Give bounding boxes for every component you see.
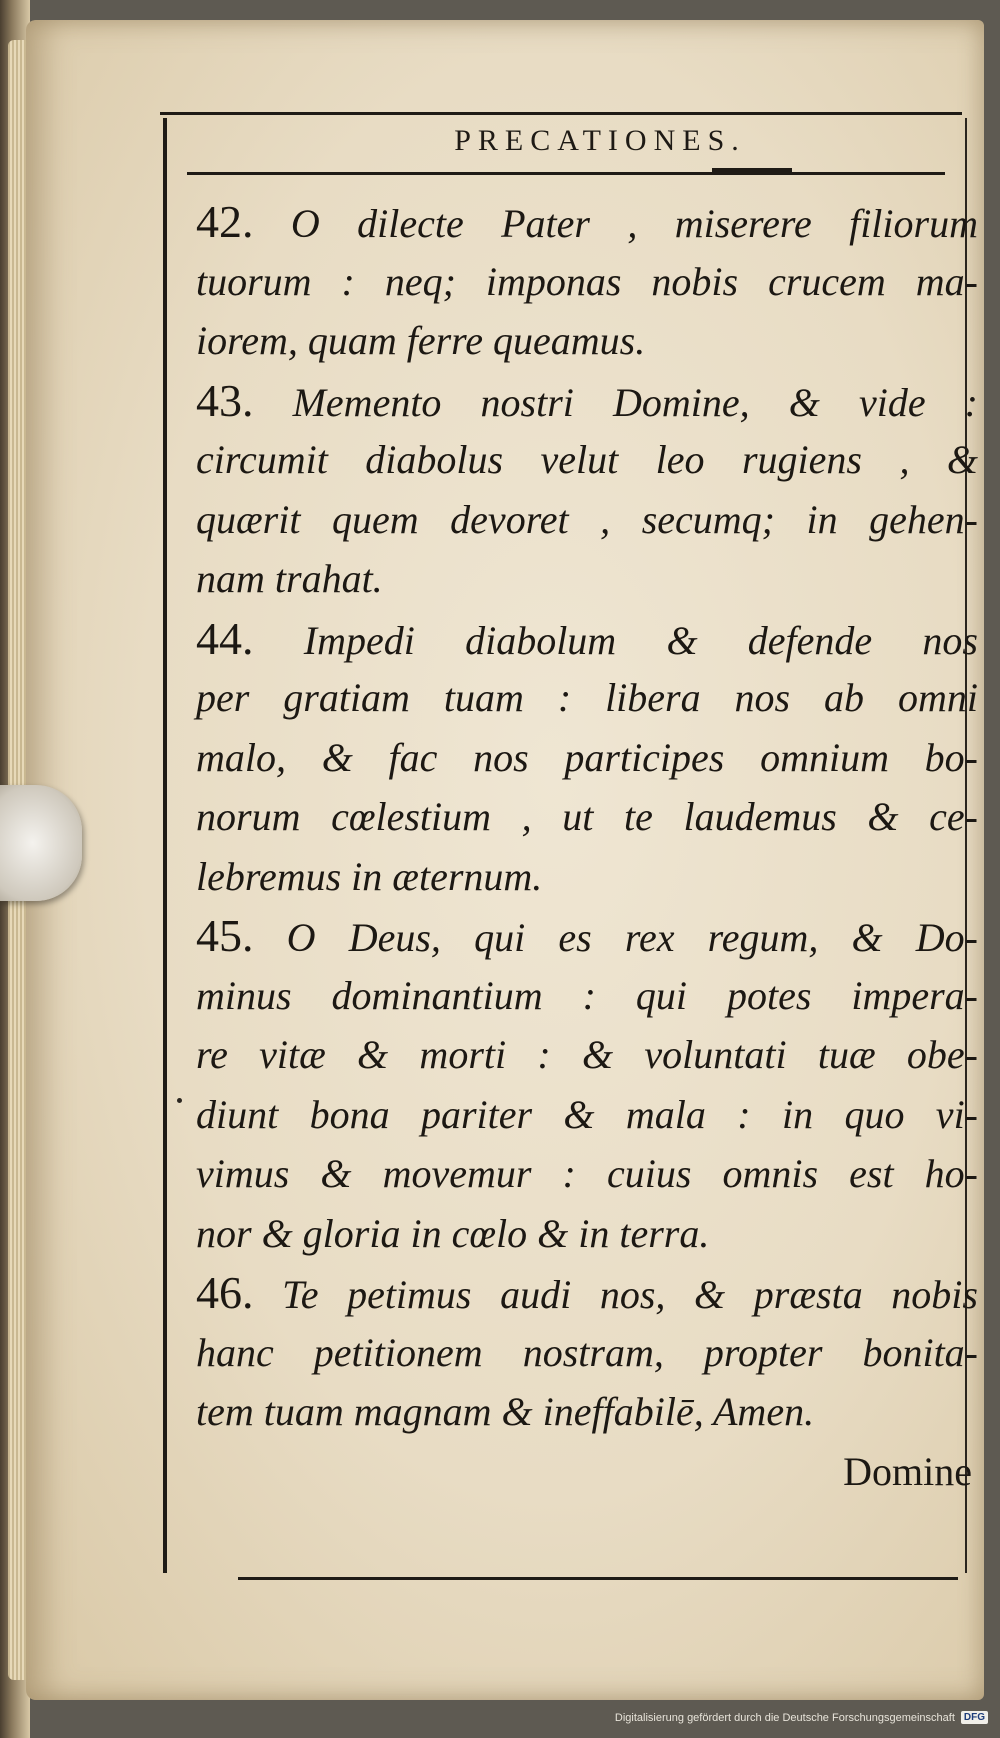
line-text: Impedi diabolum & defende nos (253, 617, 978, 663)
catchword-text: Domine (843, 1448, 972, 1494)
text-line (196, 490, 978, 550)
line-text: minus dominantium : qui potes impera- (196, 972, 978, 1018)
text-line (196, 728, 978, 788)
line-text: norum cœlestium , ut te laudemus & ce- (196, 794, 978, 839)
prayer-number: 42. (196, 196, 254, 247)
text-line (196, 1025, 978, 1085)
header-rule (187, 172, 945, 175)
text-line (196, 192, 978, 252)
text-line (196, 1085, 978, 1145)
line-text: re vitæ & morti : & voluntati tuæ obe- (196, 1032, 978, 1077)
text-line (196, 1323, 978, 1383)
text-line (196, 906, 978, 966)
text-line (196, 371, 978, 431)
text-line (196, 609, 978, 669)
catchword (196, 1442, 978, 1502)
line-text: O Deus, qui es rex regum, & Do- (253, 915, 978, 960)
text-line (196, 966, 978, 1026)
text-line (196, 1144, 978, 1204)
prayer-number: 46. (196, 1267, 254, 1318)
prayer-number: 45. (196, 910, 254, 961)
line-text: O dilecte Pater , miserere filiorum (253, 201, 978, 246)
line-text: lebremus in æternum. (196, 853, 543, 899)
line-text: diunt bona pariter & mala : in quo vi- (196, 1091, 978, 1137)
footer (615, 1711, 988, 1724)
frame-top-rule (160, 112, 962, 115)
header-rule-ornament (712, 168, 792, 172)
ink-speck (177, 1098, 182, 1103)
text-line (196, 668, 978, 728)
text-line (196, 787, 978, 847)
line-text: vimus & movemur : cuius omnis est ho- (196, 1151, 978, 1196)
text-line (196, 1382, 978, 1442)
frame-bottom-rule (238, 1577, 958, 1580)
prayer-number: 43. (196, 374, 254, 426)
line-text: hanc petitionem nostram, propter bonita- (196, 1329, 978, 1375)
line-text: nor & gloria in cœlo & in terra. (196, 1210, 710, 1256)
dfg-logo-icon: DFG (961, 1711, 988, 1724)
line-text: tem tuam magnam & ineffabilē, Amen. (196, 1389, 815, 1434)
running-head: PRECATIONES. (454, 124, 746, 157)
line-text: quærit quem devoret , secumq; in gehen- (196, 496, 978, 542)
prayer-number: 44. (196, 612, 254, 664)
line-text: tuorum : neq; imponas nobis crucem ma- (196, 258, 978, 304)
line-text: per gratiam tuam : libera nos ab omni (196, 675, 978, 720)
line-text: Te petimus audi nos, & præsta nobis (253, 1272, 978, 1317)
page-marker-tab (0, 785, 82, 901)
text-line (196, 847, 978, 907)
line-text: Memento nostri Domine, & vide : (253, 379, 978, 425)
text-line (196, 252, 978, 312)
line-text: circumit diabolus velut leo rugiens , & (196, 437, 978, 482)
line-text: malo, & fac nos participes omnium bo- (196, 734, 978, 780)
line-text: iorem, quam ferre queamus. (196, 318, 646, 363)
text-line (196, 549, 978, 609)
line-text: nam trahat. (196, 556, 383, 601)
text-line (196, 311, 978, 371)
footer-credit: Digitalisierung gefördert durch die Deutsche Forschungsgemeinschaft (614, 1711, 955, 1724)
text-line (196, 1263, 978, 1323)
prayer-text (196, 192, 978, 1501)
text-line (196, 430, 978, 490)
text-line (196, 1204, 978, 1264)
